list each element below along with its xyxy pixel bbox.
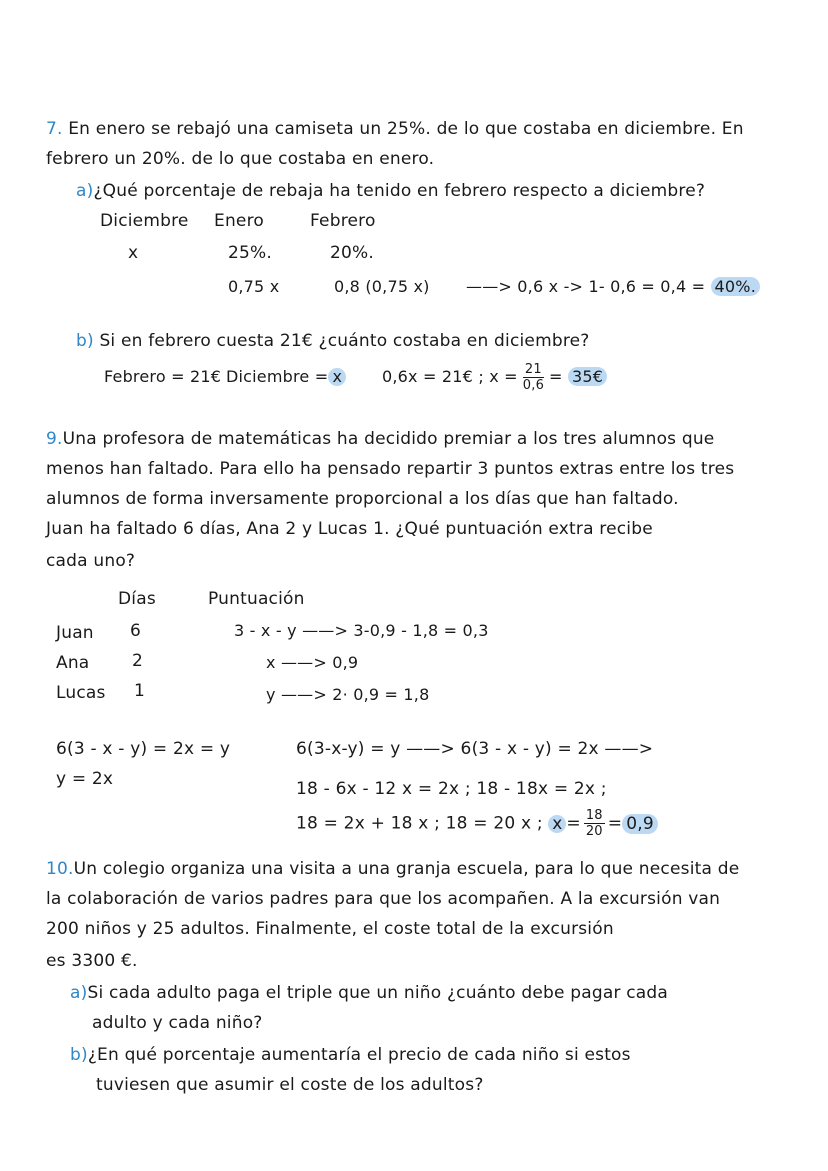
p7-row2-febrero: 0,8 (0,75 x) xyxy=(334,277,430,296)
p7-arrow-calc: ——> 0,6 x -> 1- 0,6 = 0,4 = 40%. xyxy=(466,276,760,298)
p9-row-juan-calc: 3 - x - y ——> 3-0,9 - 1,8 = 0,3 xyxy=(234,621,489,640)
p9-row-juan-dias: 6 xyxy=(130,621,142,641)
p9-line5: cada uno? xyxy=(46,551,136,571)
p7-b-febrero: Febrero = 21€ xyxy=(104,367,222,386)
p10-number: 10. xyxy=(46,859,74,879)
p10-a-line2: adulto y cada niño? xyxy=(92,1013,263,1033)
p9-col-dias: Días xyxy=(118,589,156,609)
p7-b-equation: 0,6x = 21€ ; x = $\frac{21}{0,6}$ = 35€ xyxy=(382,362,607,393)
p7-answer-a-highlight: 40%. xyxy=(711,277,760,296)
p7-b-x-highlight: x xyxy=(328,368,346,386)
p10-a-label: a) xyxy=(70,983,88,1003)
p7-number: 7. xyxy=(46,119,63,139)
p7-row1-febrero: 20%. xyxy=(330,243,374,263)
p9-fraction: $\frac{18}{20}$ xyxy=(585,808,603,839)
p9-row-lucas-dias: 1 xyxy=(134,681,146,701)
p7-header-enero: Enero xyxy=(214,211,264,231)
p7-a-label: a) xyxy=(76,181,94,201)
p9-eq-left2: y = 2x xyxy=(56,769,114,789)
p7-line1: 7. En enero se rebajó una camiseta un 25%. de lo que costaba en diciembre. En xyxy=(46,119,744,139)
p7-b-label: b) xyxy=(76,331,94,351)
p9-row-juan-name: Juan xyxy=(56,623,94,643)
p9-eq-right1: 6(3-x-y) = y ——> 6(3 - x - y) = 2x ——> xyxy=(296,739,654,759)
p9-answer-highlight: 0,9 xyxy=(622,814,658,834)
p9-line2: menos han faltado. Para ello ha pensado repartir 3 puntos extras entre los tres xyxy=(46,459,735,479)
p10-b-line1: b)¿En qué porcentaje aumentaría el precio de cada niño si estos xyxy=(70,1045,631,1065)
p9-eq-left1: 6(3 - x - y) = 2x = y xyxy=(56,739,231,759)
p7-question-b: b) Si en febrero cuesta 21€ ¿cuánto costaba en diciembre? xyxy=(76,331,590,351)
p10-a-line1: a)Si cada adulto paga el triple que un niño ¿cuánto debe pagar cada xyxy=(70,983,669,1003)
p9-line1: 9.Una profesora de matemáticas ha decidido premiar a los tres alumnos que xyxy=(46,429,715,449)
p7-b-fraction: $\frac{21}{0,6}$ xyxy=(522,362,545,393)
p7-row1-enero: 25%. xyxy=(228,243,272,263)
p10-b-line2: tuviesen que asumir el coste de los adultos? xyxy=(96,1075,484,1095)
p9-x-highlight: x xyxy=(548,815,566,833)
p10-line2: la colaboración de varios padres para que los acompañen. A la excursión van xyxy=(46,889,721,909)
p9-number: 9. xyxy=(46,429,63,449)
p10-line3: 200 niños y 25 adultos. Finalmente, el coste total de la excursión xyxy=(46,919,614,939)
p7-header-febrero: Febrero xyxy=(310,211,376,231)
p7-answer-b-highlight: 35€ xyxy=(568,367,607,386)
p9-row-lucas-calc: y ——> 2· 0,9 = 1,8 xyxy=(266,685,430,704)
p7-line2: febrero un 20%. de lo que costaba en enero. xyxy=(46,149,435,169)
p9-eq-right3: 18 = 2x + 18 x ; 18 = 20 x ; x = $\frac{18}{20}$ = 0,9 xyxy=(296,808,658,839)
p9-line3: alumnos de forma inversamente proporcional a los días que han faltado. xyxy=(46,489,679,509)
p9-row-ana-name: Ana xyxy=(56,653,90,673)
p9-row-ana-dias: 2 xyxy=(132,651,144,671)
p9-row-ana-calc: x ——> 0,9 xyxy=(266,653,359,672)
p7-row2-enero: 0,75 x xyxy=(228,277,280,296)
p7-question-a: a)¿Qué porcentaje de rebaja ha tenido en febrero respecto a diciembre? xyxy=(76,181,706,201)
p7-header-diciembre: Diciembre xyxy=(100,211,189,231)
p10-line4: es 3300 €. xyxy=(46,951,138,971)
p9-line4: Juan ha faltado 6 días, Ana 2 y Lucas 1. ¿Qué puntuación extra recibe xyxy=(46,519,653,539)
p9-row-lucas-name: Lucas xyxy=(56,683,106,703)
p9-col-puntuacion: Puntuación xyxy=(208,589,305,609)
p10-b-label: b) xyxy=(70,1045,88,1065)
p7-b-diciembre: Diciembre = x xyxy=(226,366,346,388)
p9-eq-right2: 18 - 6x - 12 x = 2x ; 18 - 18x = 2x ; xyxy=(296,779,607,799)
p10-line1: 10.Un colegio organiza una visita a una granja escuela, para lo que necesita de xyxy=(46,859,740,879)
p7-row1-diciembre: x xyxy=(128,243,139,263)
